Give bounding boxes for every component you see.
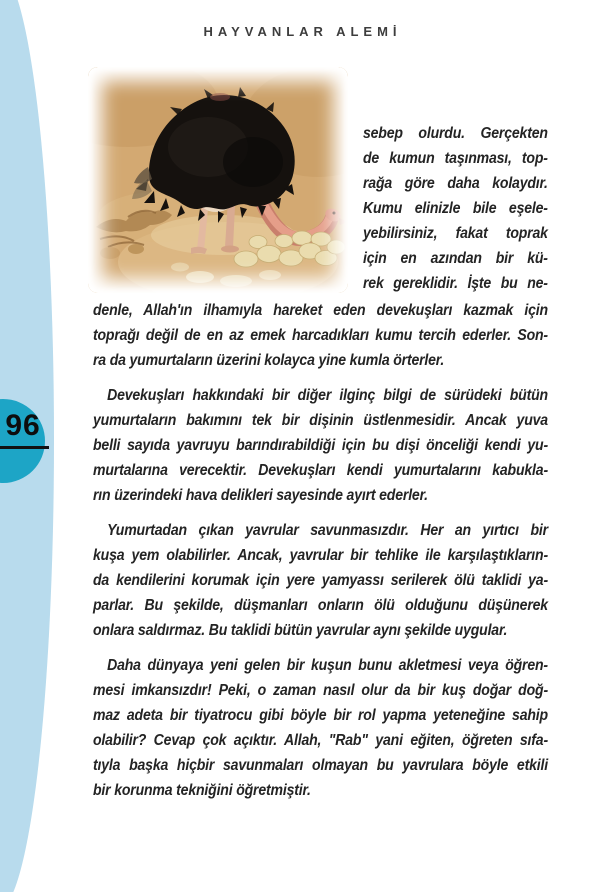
body-text [93, 298, 548, 813]
text-line: rek gereklidir. İşte bu ne- [363, 275, 548, 292]
paragraph-1-column [363, 121, 548, 296]
paragraph-4 [93, 653, 548, 803]
text-line: de kumun taşınması, top- [363, 150, 548, 167]
page-number-underline [0, 446, 49, 449]
text-line: maz adeta bir tiyatrocu gibi böyle bir rol yapma yeteneğine sahip [93, 707, 548, 724]
text-line: toprağı değil de en az emek harcadıkları kumu tercih ederler. Son- [93, 327, 548, 344]
text-line: ra da yumurtaların üzerini kolayca yine kumla örterler. [93, 352, 445, 369]
text-line: mesi imkansızdır! Peki, o zaman nasıl olur da bir kuş doğar doğ- [93, 682, 548, 699]
ostrich-photo [88, 67, 348, 293]
running-head: HAYVANLAR ALEMİ [203, 24, 402, 39]
text-line: olabilir? Cevap çok açıktır. Allah, "Rab" yani eğiten, öğreten sıfa- [93, 732, 548, 749]
text-line: Daha dünyaya yeni gelen bir kuşun bunu akletmesi veya öğren- [107, 657, 548, 674]
text-line: yebilirsiniz, fakat toprak [363, 225, 548, 242]
text-line: da kendilerini korumak için yere yamyassı serilerek ölü taklidi ya- [93, 572, 548, 589]
ostrich-illustration [88, 67, 348, 293]
text-line: sebep olurdu. Gerçekten [363, 125, 548, 142]
text-line: belli sayıda yavruyu barındırabildiği için bu dişi önceliği kendi yu- [93, 437, 548, 454]
paragraph-2 [93, 383, 548, 508]
text-line: kuşa yem olabilirler. Ancak, yavrular bir tehlike ile karşılaştıkların- [93, 547, 548, 564]
text-line: tıyla başka hiçbir savunmaları olmayan bu yavrulara böyle etkili [93, 757, 548, 774]
text-line: denle, Allah'ın ilhamıyla hareket eden devekuşları kazmak için [93, 302, 548, 319]
text-line: parlar. Bu şekilde, düşmanları onların ölü olduğunu düşünerek [93, 597, 548, 614]
paragraph-1-continuation [93, 298, 548, 373]
page-number: 96 [5, 409, 41, 442]
text-line: rın üzerindeki hava delikleri sayesinde ayırt ederler. [93, 487, 428, 504]
text-line: yumurtaların bakımını tek bir dişinin üstlenmesidir. Ancak yuva [93, 412, 548, 429]
text-line: Kumu elinizle bile eşele- [363, 200, 548, 217]
text-line: onlara saldırmaz. Bu taklidi bütün yavrular aynı şekilde uygular. [93, 622, 508, 639]
text-line: bir korunma tekniğini öğretmiştir. [93, 782, 311, 799]
text-line: murtalarına verecektir. Devekuşları kendi yumurtalarını kabukla- [93, 462, 548, 479]
text-line: rağa göre daha kolaydır. [363, 175, 548, 192]
text-line: Yumurtadan çıkan yavrular savunmasızdır. Her an yırtıcı bir [107, 522, 548, 539]
paragraph-3 [93, 518, 548, 643]
text-line: için en azından bir kü- [363, 250, 548, 267]
text-line: Devekuşları hakkındaki bir diğer ilginç bilgi de sürüdeki bütün [107, 387, 548, 404]
